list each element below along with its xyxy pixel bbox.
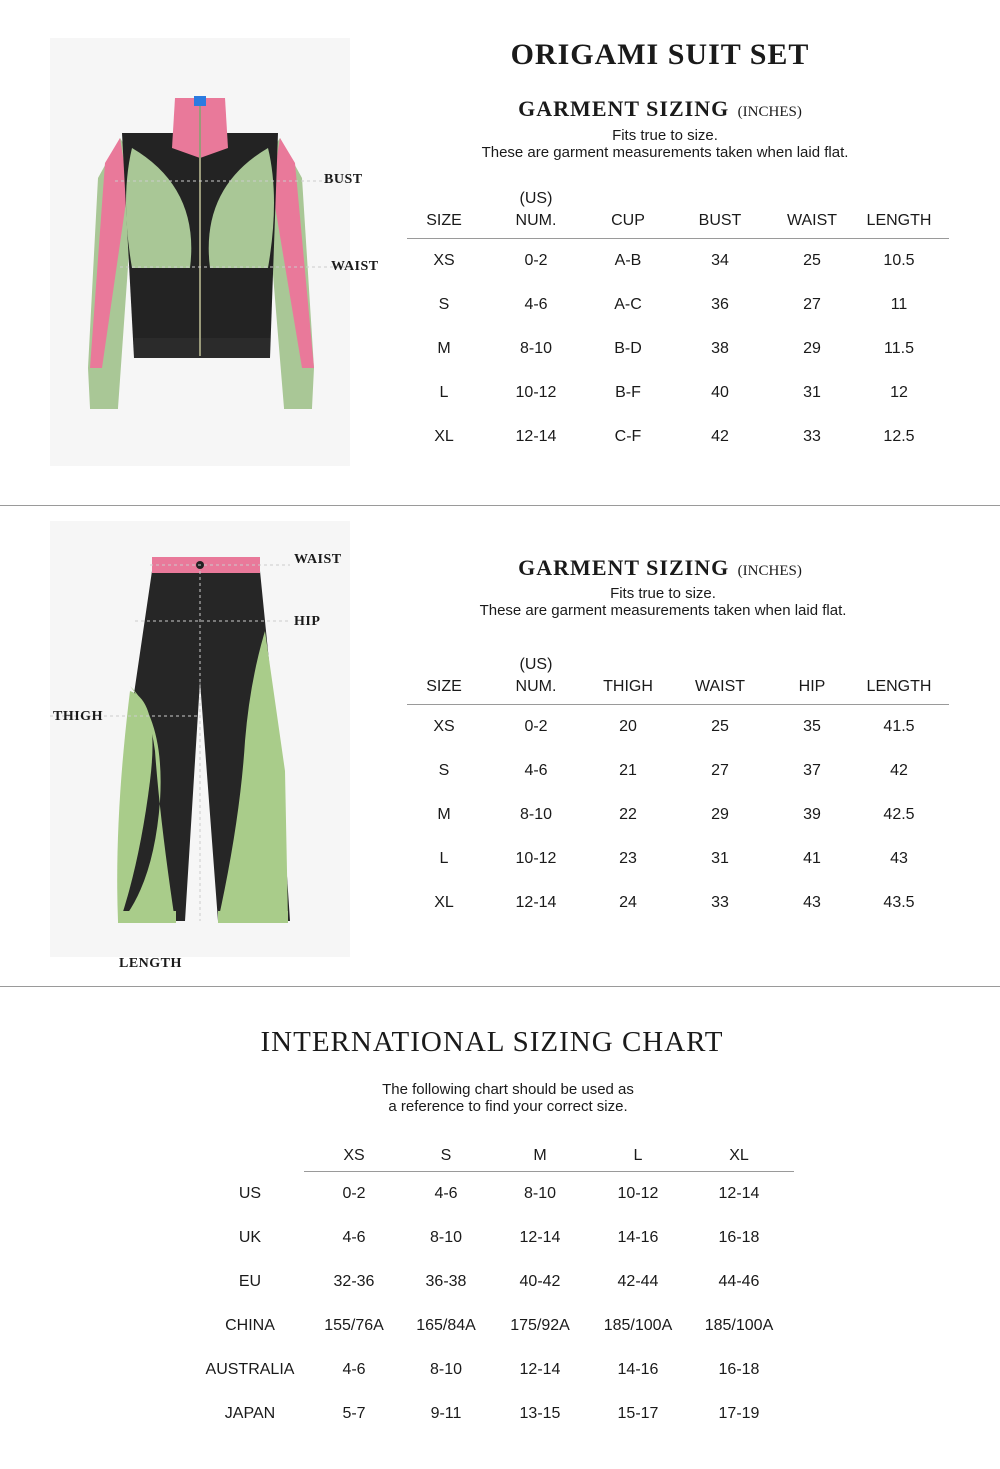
table-cell: 185/100A bbox=[704, 1317, 774, 1334]
table-cell: 0-2 bbox=[342, 1185, 366, 1202]
table-cell: 12-14 bbox=[519, 1229, 561, 1246]
header-us-num bbox=[481, 654, 591, 705]
header-bust: BUST bbox=[698, 212, 742, 229]
table-row bbox=[196, 1260, 794, 1304]
table-cell: 14-16 bbox=[617, 1361, 659, 1378]
header-thigh: THIGH bbox=[603, 678, 653, 695]
table-cell: 17-19 bbox=[718, 1405, 760, 1422]
table-cell: 0-2 bbox=[524, 252, 548, 269]
pants-illustration bbox=[50, 521, 350, 957]
table-cell: 155/76A bbox=[324, 1317, 384, 1334]
table-cell: 39 bbox=[803, 806, 821, 823]
international-note bbox=[300, 1081, 716, 1115]
international-sizing-table bbox=[196, 1141, 794, 1436]
label-hip: HIP bbox=[294, 614, 321, 629]
table-cell: XS bbox=[433, 252, 455, 269]
international-note-line2: a reference to find your correct size. bbox=[388, 1098, 628, 1115]
table-cell: S bbox=[438, 296, 450, 313]
table-row bbox=[196, 1172, 794, 1217]
header-line: NUM. bbox=[515, 678, 557, 695]
table-cell: 10-12 bbox=[515, 384, 557, 401]
label-length: LENGTH bbox=[119, 956, 182, 971]
table-cell: 43.5 bbox=[883, 894, 915, 911]
pants-note-line2: These are garment measurements taken when laid flat. bbox=[479, 602, 847, 619]
table-cell: 21 bbox=[619, 762, 637, 779]
pants-sizing-heading: GARMENT SIZING bbox=[518, 555, 730, 580]
table-header-row bbox=[407, 188, 949, 239]
table-cell: M bbox=[437, 340, 451, 357]
table-cell: C-F bbox=[614, 428, 642, 445]
table-cell: 12-14 bbox=[515, 428, 557, 445]
table-cell: 12-14 bbox=[718, 1185, 760, 1202]
table-cell: 41 bbox=[803, 850, 821, 867]
table-cell: 23 bbox=[619, 850, 637, 867]
header-length: LENGTH bbox=[866, 678, 932, 695]
table-cell: 8-10 bbox=[519, 340, 553, 357]
pants-note-line1: Fits true to size. bbox=[610, 585, 716, 602]
region-label: US bbox=[238, 1184, 262, 1202]
table-row bbox=[407, 705, 949, 750]
table-cell: 27 bbox=[711, 762, 729, 779]
header-hip: HIP bbox=[798, 678, 826, 695]
table-cell: 27 bbox=[803, 296, 821, 313]
jacket-illustration bbox=[50, 38, 350, 466]
table-cell: 42 bbox=[711, 428, 729, 445]
table-cell: M bbox=[437, 806, 451, 823]
pants-sizing-table bbox=[407, 654, 949, 925]
table-cell: 13-15 bbox=[519, 1405, 561, 1422]
table-cell: 175/92A bbox=[510, 1317, 570, 1334]
table-header-row bbox=[196, 1141, 794, 1172]
jacket-sizing-heading: GARMENT SIZING bbox=[518, 96, 730, 121]
label-thigh: THIGH bbox=[53, 709, 103, 724]
table-cell: 42.5 bbox=[883, 806, 915, 823]
table-cell: 35 bbox=[803, 718, 821, 735]
table-row bbox=[196, 1304, 794, 1348]
jacket-note-line2: These are garment measurements taken when laid flat. bbox=[481, 144, 849, 161]
table-cell: 16-18 bbox=[718, 1229, 760, 1246]
jacket-sizing-unit: (INCHES) bbox=[737, 104, 802, 120]
label-pants-waist: WAIST bbox=[294, 552, 342, 567]
table-row bbox=[196, 1392, 794, 1436]
table-cell: 32-36 bbox=[333, 1273, 375, 1290]
table-cell: 12-14 bbox=[515, 894, 557, 911]
table-cell: 8-10 bbox=[429, 1361, 463, 1378]
table-cell: 8-10 bbox=[429, 1229, 463, 1246]
table-cell: 4-6 bbox=[524, 762, 548, 779]
region-label: JAPAN bbox=[224, 1405, 276, 1422]
table-cell: 36 bbox=[711, 296, 729, 313]
table-cell: B-F bbox=[615, 384, 641, 401]
table-row bbox=[407, 881, 949, 925]
header-us-num bbox=[481, 188, 591, 239]
table-cell: 44-46 bbox=[718, 1273, 760, 1290]
table-cell: 42 bbox=[890, 762, 908, 779]
table-cell: 31 bbox=[711, 850, 729, 867]
table-cell: 41.5 bbox=[883, 718, 915, 735]
header-line: (US) bbox=[519, 190, 553, 207]
table-row bbox=[407, 327, 949, 371]
table-cell: 4-6 bbox=[434, 1185, 458, 1202]
table-cell: 12.5 bbox=[883, 428, 915, 445]
table-cell: 11.5 bbox=[884, 340, 914, 357]
table-cell: 33 bbox=[711, 894, 729, 911]
table-cell: 15-17 bbox=[617, 1405, 659, 1422]
table-cell: 0-2 bbox=[524, 718, 548, 735]
jacket-note-line1: Fits true to size. bbox=[612, 127, 718, 144]
table-cell: 34 bbox=[711, 252, 729, 269]
table-cell: XL bbox=[434, 428, 454, 445]
table-cell: 33 bbox=[803, 428, 821, 445]
header-waist: WAIST bbox=[694, 678, 746, 695]
header-l: L bbox=[592, 1141, 684, 1172]
table-cell: 40-42 bbox=[519, 1273, 561, 1290]
table-row bbox=[407, 239, 949, 284]
table-cell: L bbox=[439, 384, 449, 401]
table-cell: A-B bbox=[614, 252, 642, 269]
table-cell: 29 bbox=[711, 806, 729, 823]
section-divider bbox=[0, 505, 1000, 506]
table-cell: 4-6 bbox=[342, 1229, 366, 1246]
table-cell: 29 bbox=[803, 340, 821, 357]
table-cell: 42-44 bbox=[617, 1273, 659, 1290]
table-cell: B-D bbox=[614, 340, 642, 357]
header-line: (US) bbox=[519, 656, 553, 673]
table-cell: 14-16 bbox=[617, 1229, 659, 1246]
table-cell: 10.5 bbox=[883, 252, 915, 269]
table-cell: 9-11 bbox=[430, 1405, 462, 1422]
header-region-blank bbox=[196, 1141, 304, 1172]
table-cell: XL bbox=[434, 894, 454, 911]
table-cell: 22 bbox=[619, 806, 637, 823]
table-cell: 165/84A bbox=[416, 1317, 476, 1334]
header-size: SIZE bbox=[426, 678, 462, 695]
table-cell: 40 bbox=[711, 384, 729, 401]
table-cell: 25 bbox=[711, 718, 729, 735]
header-xs: XS bbox=[304, 1141, 404, 1172]
region-label: CHINA bbox=[225, 1317, 275, 1334]
header-xl: XL bbox=[684, 1141, 794, 1172]
header-line: NUM. bbox=[515, 212, 557, 229]
jacket-sizing-table bbox=[407, 188, 949, 459]
table-cell: 185/100A bbox=[603, 1317, 673, 1334]
table-cell: 8-10 bbox=[519, 806, 553, 823]
table-cell: 31 bbox=[803, 384, 821, 401]
table-cell: XS bbox=[433, 718, 455, 735]
table-cell: 37 bbox=[803, 762, 821, 779]
table-cell: 8-10 bbox=[523, 1185, 557, 1202]
table-cell: 11 bbox=[890, 296, 908, 313]
jacket-note bbox=[430, 127, 900, 161]
table-row bbox=[407, 371, 949, 415]
label-bust: BUST bbox=[324, 172, 363, 187]
table-cell: 20 bbox=[619, 718, 637, 735]
table-row bbox=[407, 793, 949, 837]
table-cell: 4-6 bbox=[342, 1361, 366, 1378]
table-cell: 10-12 bbox=[515, 850, 557, 867]
table-row bbox=[407, 837, 949, 881]
header-m: M bbox=[488, 1141, 592, 1172]
table-cell: 24 bbox=[619, 894, 637, 911]
pants-image bbox=[50, 521, 350, 957]
table-row bbox=[407, 283, 949, 327]
region-label: AUSTRALIA bbox=[205, 1361, 295, 1378]
jacket-sizing-header bbox=[430, 96, 890, 122]
table-cell: 43 bbox=[890, 850, 908, 867]
table-row bbox=[196, 1216, 794, 1260]
table-row bbox=[196, 1348, 794, 1392]
header-s: S bbox=[404, 1141, 488, 1172]
table-cell: L bbox=[439, 850, 449, 867]
region-label: UK bbox=[238, 1229, 262, 1246]
international-note-line1: The following chart should be used as bbox=[382, 1081, 634, 1098]
header-length: LENGTH bbox=[866, 212, 932, 229]
header-cup: CUP bbox=[611, 212, 645, 229]
page-title: ORIGAMI SUIT SET bbox=[510, 38, 810, 71]
table-row bbox=[407, 415, 949, 459]
pants-note bbox=[430, 585, 896, 619]
jacket-image bbox=[50, 38, 350, 466]
header-waist: WAIST bbox=[786, 212, 838, 229]
table-cell: 4-6 bbox=[524, 296, 548, 313]
section-divider bbox=[0, 986, 1000, 987]
table-row bbox=[407, 749, 949, 793]
table-cell: 12-14 bbox=[519, 1361, 561, 1378]
international-heading: INTERNATIONAL SIZING CHART bbox=[260, 1026, 724, 1058]
table-cell: 5-7 bbox=[342, 1405, 366, 1422]
table-cell: S bbox=[438, 762, 450, 779]
table-header-row bbox=[407, 654, 949, 705]
header-size: SIZE bbox=[426, 212, 462, 229]
pants-sizing-unit: (INCHES) bbox=[737, 563, 802, 579]
table-cell: 12 bbox=[890, 384, 908, 401]
pants-sizing-header bbox=[430, 555, 890, 581]
table-cell: 38 bbox=[711, 340, 729, 357]
table-cell: 16-18 bbox=[718, 1361, 760, 1378]
table-cell: 36-38 bbox=[425, 1273, 467, 1290]
table-cell: 25 bbox=[803, 252, 821, 269]
table-cell: 10-12 bbox=[617, 1185, 659, 1202]
region-label: EU bbox=[238, 1273, 262, 1290]
label-waist: WAIST bbox=[331, 259, 379, 274]
table-cell: A-C bbox=[614, 296, 642, 313]
table-cell: 43 bbox=[803, 894, 821, 911]
